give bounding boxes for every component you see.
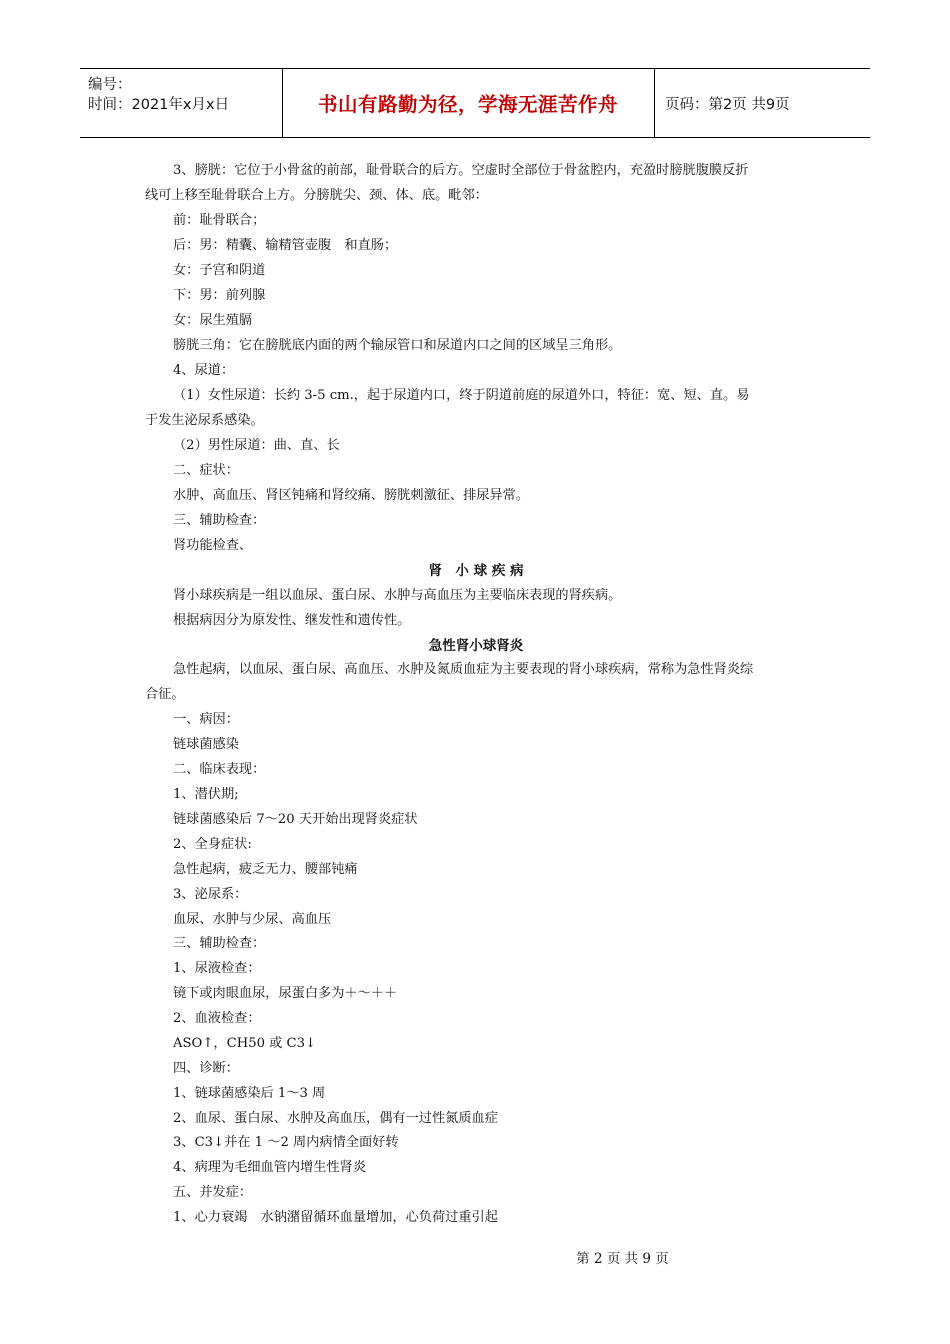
body-line: （2）男性尿道：曲、直、长: [173, 438, 340, 453]
body-line: 一、病因：: [173, 712, 239, 727]
page-header: [80, 68, 870, 138]
body-line: 3、泌尿系：: [173, 887, 248, 902]
body-line: 肾功能检查、: [173, 538, 253, 553]
body-line: 4、尿道：: [173, 363, 235, 378]
section-title: 肾 小 球 疾 病: [428, 563, 524, 579]
body-line: 女：尿生殖膈: [173, 313, 253, 328]
body-line: 2、全身症状:: [173, 837, 252, 852]
body-line: 线可上移至耻骨联合上方。分膀胱尖、颈、体、底。毗邻：: [145, 188, 488, 203]
body-line: 二、症状：: [173, 463, 239, 478]
body-line: 于发生泌尿系感染。: [145, 413, 264, 428]
body-line: 1、心力衰竭 水钠潴留循环血量增加，心负荷过重引起: [173, 1210, 498, 1225]
body-line: 血尿、水肿与少尿、高血压: [173, 912, 332, 927]
body-line: 膀胱三角：它在膀胱底内面的两个输尿管口和尿道内口之间的区域呈三角形。: [173, 338, 622, 353]
body-line: 4、病理为毛细血管内增生性肾炎: [173, 1160, 367, 1175]
body-line: 链球菌感染后 7～20 天开始出现肾炎症状: [173, 812, 418, 827]
page-footer: 第 2 页 共 9 页: [576, 1251, 669, 1267]
header-page-label: 页码：第2页 共9页: [665, 97, 790, 113]
body-line: ASO↑，CH50 或 C3↓: [173, 1036, 317, 1051]
body-line: 二、临床表现：: [173, 762, 266, 777]
section-title: 急性肾小球肾炎: [428, 638, 524, 654]
body-line: 急性起病，以血尿、蛋白尿、高血压、水肿及氮质血症为主要表现的肾小球疾病，常称为急性肾炎综: [173, 662, 754, 677]
body-line: 3、膀胱：它位于小骨盆的前部，耻骨联合的后方。空虚时全部位于骨盆腔内，充盈时膀胱腹膜反折: [173, 163, 749, 178]
body-line: 根据病因分为原发性、继发性和遗传性。: [173, 613, 411, 628]
body-line: 肾小球疾病是一组以血尿、蛋白尿、水肿与高血压为主要临床表现的肾疾病。: [173, 588, 622, 603]
body-line: 1、链球菌感染后 1～3 周: [173, 1086, 326, 1101]
body-line: 三、辅助检查：: [173, 936, 266, 951]
body-line: （1）女性尿道：长约 3-5 cm.，起于尿道内口，终于阴道前庭的尿道外口，特征：宽、短、直。易: [173, 388, 750, 403]
body-line: 五、并发症：: [173, 1185, 253, 1200]
body-line: 后：男：精囊、输精管壶腹 和直肠；: [173, 238, 398, 253]
body-line: 急性起病，疲乏无力、腰部钝痛: [173, 862, 358, 877]
body-line: 镜下或肉眼血尿，尿蛋白多为＋～＋＋: [173, 986, 398, 1001]
doc-date-label: 时间：2021年x月x日: [88, 97, 230, 113]
body-line: 三、辅助检查：: [173, 513, 266, 528]
body-line: 2、血液检查：: [173, 1011, 261, 1026]
body-line: 下：男：前列腺: [173, 288, 266, 303]
body-line: 链球菌感染: [173, 737, 239, 752]
body-line: 合征。: [145, 687, 185, 702]
body-line: 1、潜伏期;: [173, 787, 239, 802]
header-left-cell: [88, 75, 278, 115]
doc-number-label: 编号：: [88, 77, 132, 93]
header-divider-2: [654, 69, 655, 137]
body-line: 水肿、高血压、肾区钝痛和肾绞痛、膀胱刺激征、排尿异常。: [173, 488, 530, 503]
body-line: 四、诊断：: [173, 1061, 239, 1076]
body-line: 女：子宫和阴道: [173, 263, 266, 278]
body-line: 1、尿液检查：: [173, 961, 261, 976]
body-line: 前：耻骨联合；: [173, 213, 266, 228]
body-line: 3、C3↓并在 1 ～2 周内病情全面好转: [173, 1135, 399, 1150]
body-line: 2、血尿、蛋白尿、水肿及高血压，偶有一过性氮质血症: [173, 1111, 498, 1126]
header-motto: 书山有路勤为径，学海无涯苦作舟: [317, 93, 618, 116]
